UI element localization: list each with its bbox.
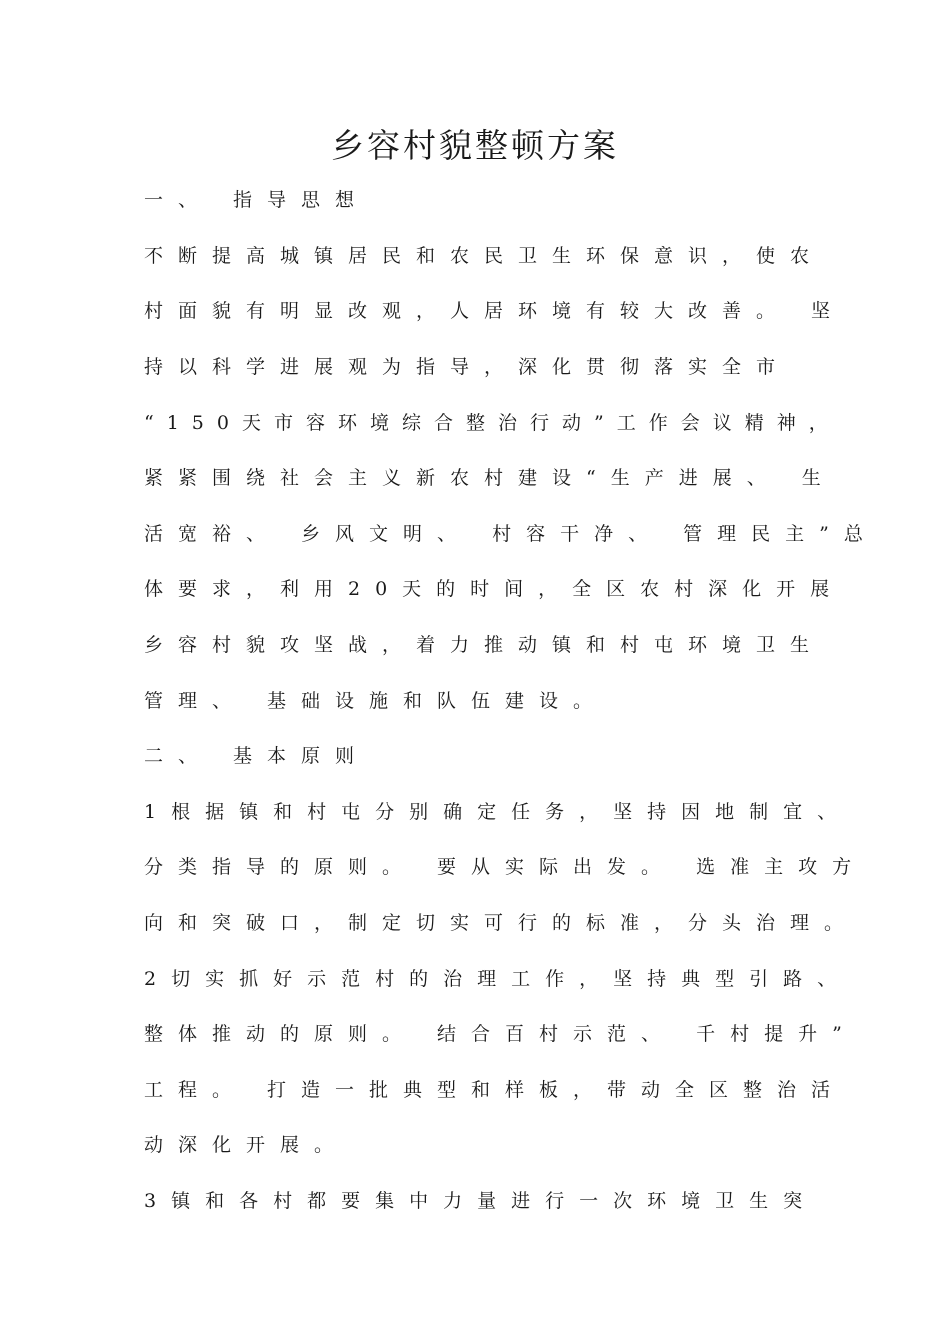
body-line: 1根据镇和村屯分别确定任务，坚持因地制宜、 — [144, 801, 852, 823]
body-line: 动深化开展。 — [144, 1134, 349, 1156]
body-line: 2切实抓好示范村的治理工作，坚持典型引路、 — [144, 968, 852, 990]
body-line: 分类指导的原则。 要从实际出发。 选准主攻方 — [144, 856, 867, 878]
section-heading-guiding-ideology: 一、 指导思想 — [144, 189, 370, 211]
body-line: 体要求，利用20天的时间，全区农村深化开展 — [144, 578, 845, 600]
body-line: 活宽裕、 乡风文明、 村容干净、 管理民主”总 — [144, 523, 878, 545]
body-line: 管理、 基础设施和队伍建设。 — [144, 690, 608, 712]
body-line: 3镇和各村都要集中力量进行一次环境卫生突 — [144, 1190, 818, 1212]
body-line: 整体推动的原则。 结合百村示范、 千村提升” — [144, 1023, 857, 1045]
document-title: 乡容村貌整顿方案 — [331, 126, 619, 165]
body-line: 乡容村貌攻坚战，着力推动镇和村屯环境卫生 — [144, 634, 825, 656]
body-line: 向和突破口，制定切实可行的标准，分头治理。 — [144, 912, 859, 934]
section-heading-basic-principles: 二、 基本原则 — [144, 745, 370, 767]
body-line: 工程。 打造一批典型和样板，带动全区整治活 — [144, 1079, 846, 1101]
body-line: 持以科学进展观为指导，深化贯彻落实全市 — [144, 356, 791, 378]
body-line: 紧紧围绕社会主义新农村建设“生产进展、 生 — [144, 467, 836, 489]
body-line: “150天市容环境综合整治行动”工作会议精神， — [144, 412, 841, 434]
body-line: 村面貌有明显改观，人居环境有较大改善。 坚 — [144, 300, 846, 322]
body-line: 不断提高城镇居民和农民卫生环保意识，使农 — [144, 245, 825, 267]
